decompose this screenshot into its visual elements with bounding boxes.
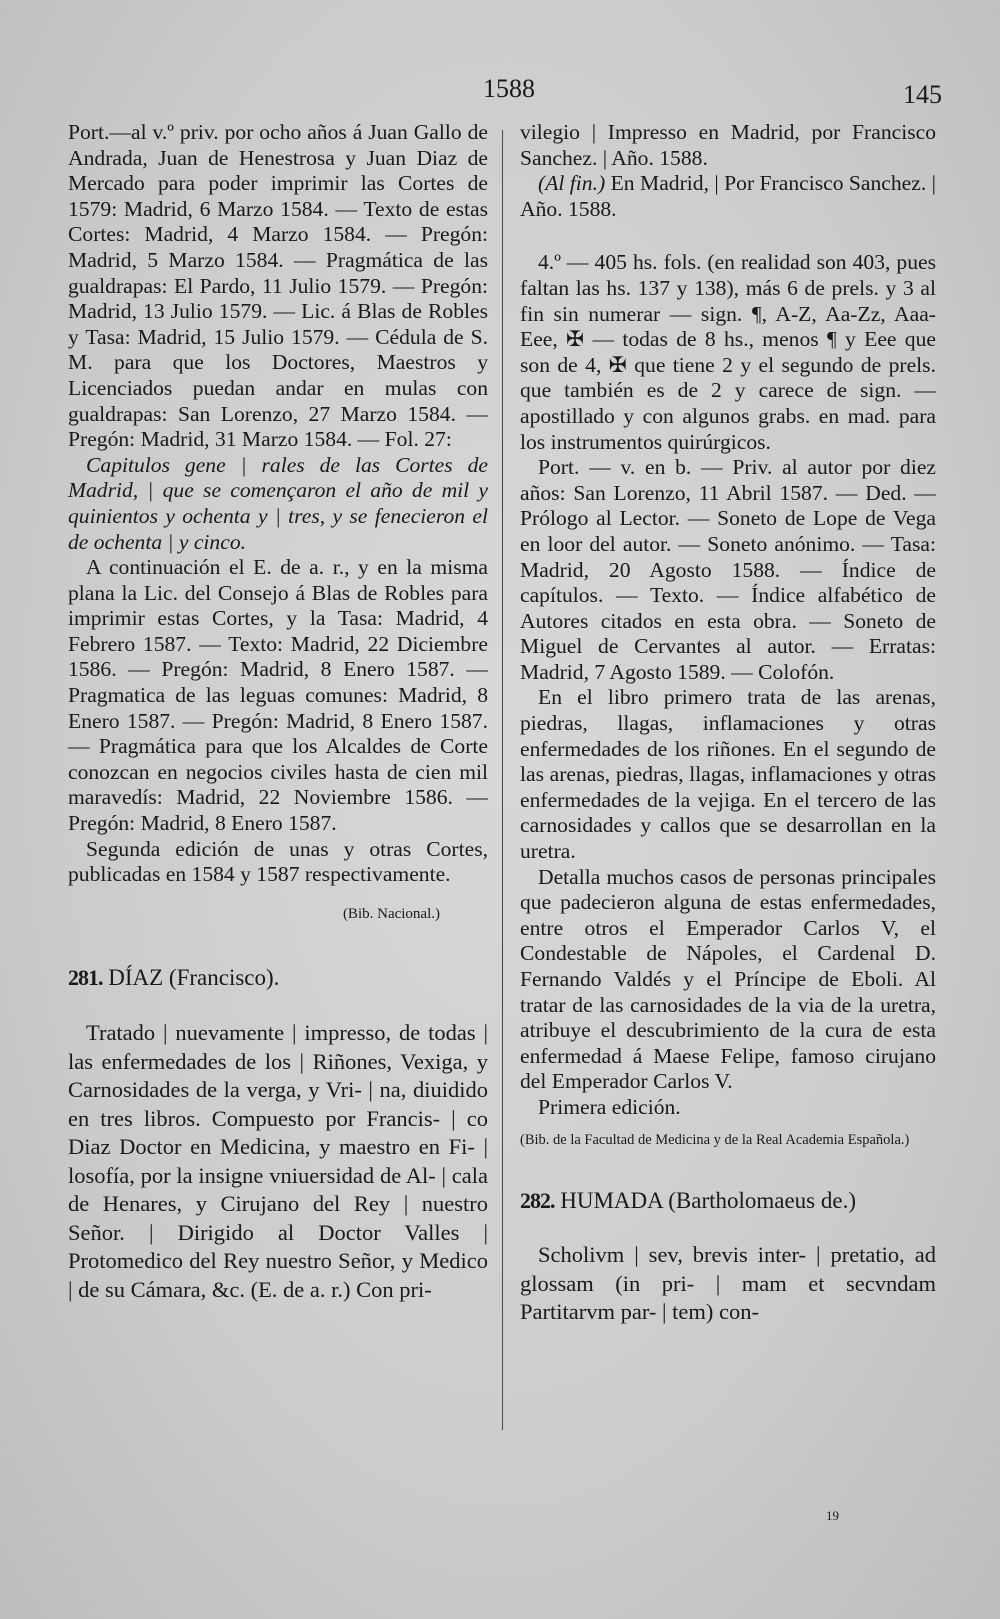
left-paragraph-1: Port.—al v.º priv. por ocho años á Juan Gallo de Andrada, Juan de Henestrosa y Juan Diaz de Mercado para poder imprimir las Cortes de 1579: Madrid, 6 Marzo 1584. — Texto de estas Cortes: Madrid, 4 Marzo 1584. — Pregón: Madrid, 5 Marzo 1584. — Pragmática de las gualdrapas: El Pardo, 11 Julio 1579. — Pregón: Madrid, 13 Julio 1579. — Lic. á Blas de Robles y Tasa: Madrid, 15 Julio 1579. — Cédula de S. M. para que los Doctores, Maestros y Licenciados puedan andar en mulas con gualdrapas: San Lorenzo, 27 Marzo 1584. — Pregón: Madrid, 31 Marzo 1584. — Fol. 27: bbox=[68, 120, 488, 452]
running-head bbox=[0, 74, 1000, 114]
right-column bbox=[520, 120, 936, 1327]
entry-282-text: Scholivm | sev, brevis inter- | pretatio, ad glossam (in pri- | mam et secvndam Partitarvm par- | tem) con- bbox=[520, 1242, 936, 1325]
entry-281-heading bbox=[68, 965, 488, 991]
citation-bib-nacional: (Bib. Nacional.) bbox=[342, 905, 440, 922]
right-paragraph-summary: En el libro primero trata de las arenas, piedras, llagas, inflamaciones y otras enfermedades de los riñones. En el segundo de las arenas, piedras, llagas, inflamaciones y otras enfermedades de la vejiga. En el tercero de las carnosidades y callos que se desarrollan en la uretra. bbox=[520, 685, 936, 864]
right-colophon-text: En Madrid, | Por Francisco Sanchez. | Año. 1588. bbox=[520, 171, 936, 221]
right-paragraph-1: vilegio | Impresso en Madrid, por Francisco Sanchez. | Año. 1588. bbox=[520, 120, 936, 170]
entry-281-author: DÍAZ (Francisco). bbox=[108, 965, 280, 991]
right-paragraph-cases: Detalla muchos casos de personas principales que padecieron alguna de estas enfermedades, entre otros el Emperador Carlos V, el Condestable de Nápoles, el Cardenal D. Fernando Valdés y el Príncipe de Eboli. Al tratar de las carnosidades de la via de la uretra, atribuye el descubrimiento de la cura de esta enfermedad á Maese Felipe, famoso cirujano del Emperador Carlos V. bbox=[520, 864, 936, 1094]
signature-mark: 19 bbox=[826, 1508, 839, 1523]
right-paragraph-edition: Primera edición. bbox=[538, 1094, 681, 1119]
right-paragraph-contents: Port. — v. en b. — Priv. al autor por diez años: San Lorenzo, 11 Abril 1587. — Ded. — Prólogo al Lector. — Soneto de Lope de Vega en loor del autor. — Soneto anónimo. — Tasa: Madrid, 20 Agosto 1588. — Índice de capítulos. — Texto. — Índice alfabético de Autores citados en esta obra. — Soneto de Miguel de Cervantes al autor. — Erratas: Madrid, 7 Agosto 1589. — Colofón. bbox=[520, 455, 936, 684]
right-al-fin-label: (Al fin.) bbox=[538, 171, 606, 196]
entry-282-number: 282. bbox=[520, 1187, 555, 1213]
left-column bbox=[68, 120, 488, 1304]
column-divider bbox=[502, 130, 503, 1430]
left-paragraph-italic-title: Capitulos gene | rales de las Cortes de Madrid, | que se començaron el año de mil y quinientos y ochenta y | tres, y se fenecieron el de ochenta | y cinco. bbox=[68, 452, 488, 554]
right-paragraph-collation: 4.º — 405 hs. fols. (en realidad son 403, pues faltan las hs. 137 y 138), más 6 de prels. y 3 al fin sin numerar — sign. ¶, A-Z, Aa-Zz, Aaa-Eee, ✠ — todas de 8 hs., menos ¶ y Eee que son de 4, ✠ que tiene 2 y el segundo de prels. que también es de 2 y carece de sign. — apostillado y con algunos grabs. en mad. para los instrumentos quirúrgicos. bbox=[520, 250, 936, 454]
entry-281-number: 281. bbox=[68, 965, 103, 991]
left-paragraph-3: A continuación el E. de a. r., y en la misma plana la Lic. del Consejo á Blas de Robles para imprimir estas Cortes, y la Tasa: Madrid, 4 Febrero 1587. — Texto: Madrid, 22 Diciembre 1586. — Pregón: Madrid, 8 Enero 1587. — Pragmatica de las leguas comunes: Madrid, 8 Enero 1587. — Pregón: Madrid, 8 Enero 1587. — Pragmática para que los Alcaldes de Corte conozcan en negocios civiles hasta de cien mil maravedís: Madrid, 22 Noviembre 1586. — Pregón: Madrid, 8 Enero 1587. bbox=[68, 555, 488, 836]
running-head-year: 1588 bbox=[483, 74, 535, 103]
left-paragraph-4: Segunda edición de unas y otras Cortes, publicadas en 1584 y 1587 respectivamente. bbox=[68, 836, 488, 887]
entry-282-heading bbox=[520, 1188, 936, 1214]
entry-281-text: Tratado | nuevamente | impresso, de todas | las enfermedades de los | Riñones, Vexiga, y Carnosidades de la verga, y Vri- | na, diuidido en tres libros. Compuesto por Francis- | co Diaz Doctor en Medicina, y maestro en Fi- | losofía, por la insigne vniuersidad de Al- | cala de Henares, y Cirujano del Rey | nuestro Señor. | Dirigido al Doctor Valles | Protomedico del Rey nuestro Señor, y Medico | de su Cámara, &c. (E. de a. r.) Con pri- bbox=[68, 1020, 488, 1302]
entry-282-author: HUMADA (Bartholomaeus de.) bbox=[560, 1187, 857, 1213]
page-number: 145 bbox=[903, 80, 942, 109]
citation-bib-facultad: (Bib. de la Facultad de Medicina y de la Real Academia Española.) bbox=[520, 1131, 910, 1148]
